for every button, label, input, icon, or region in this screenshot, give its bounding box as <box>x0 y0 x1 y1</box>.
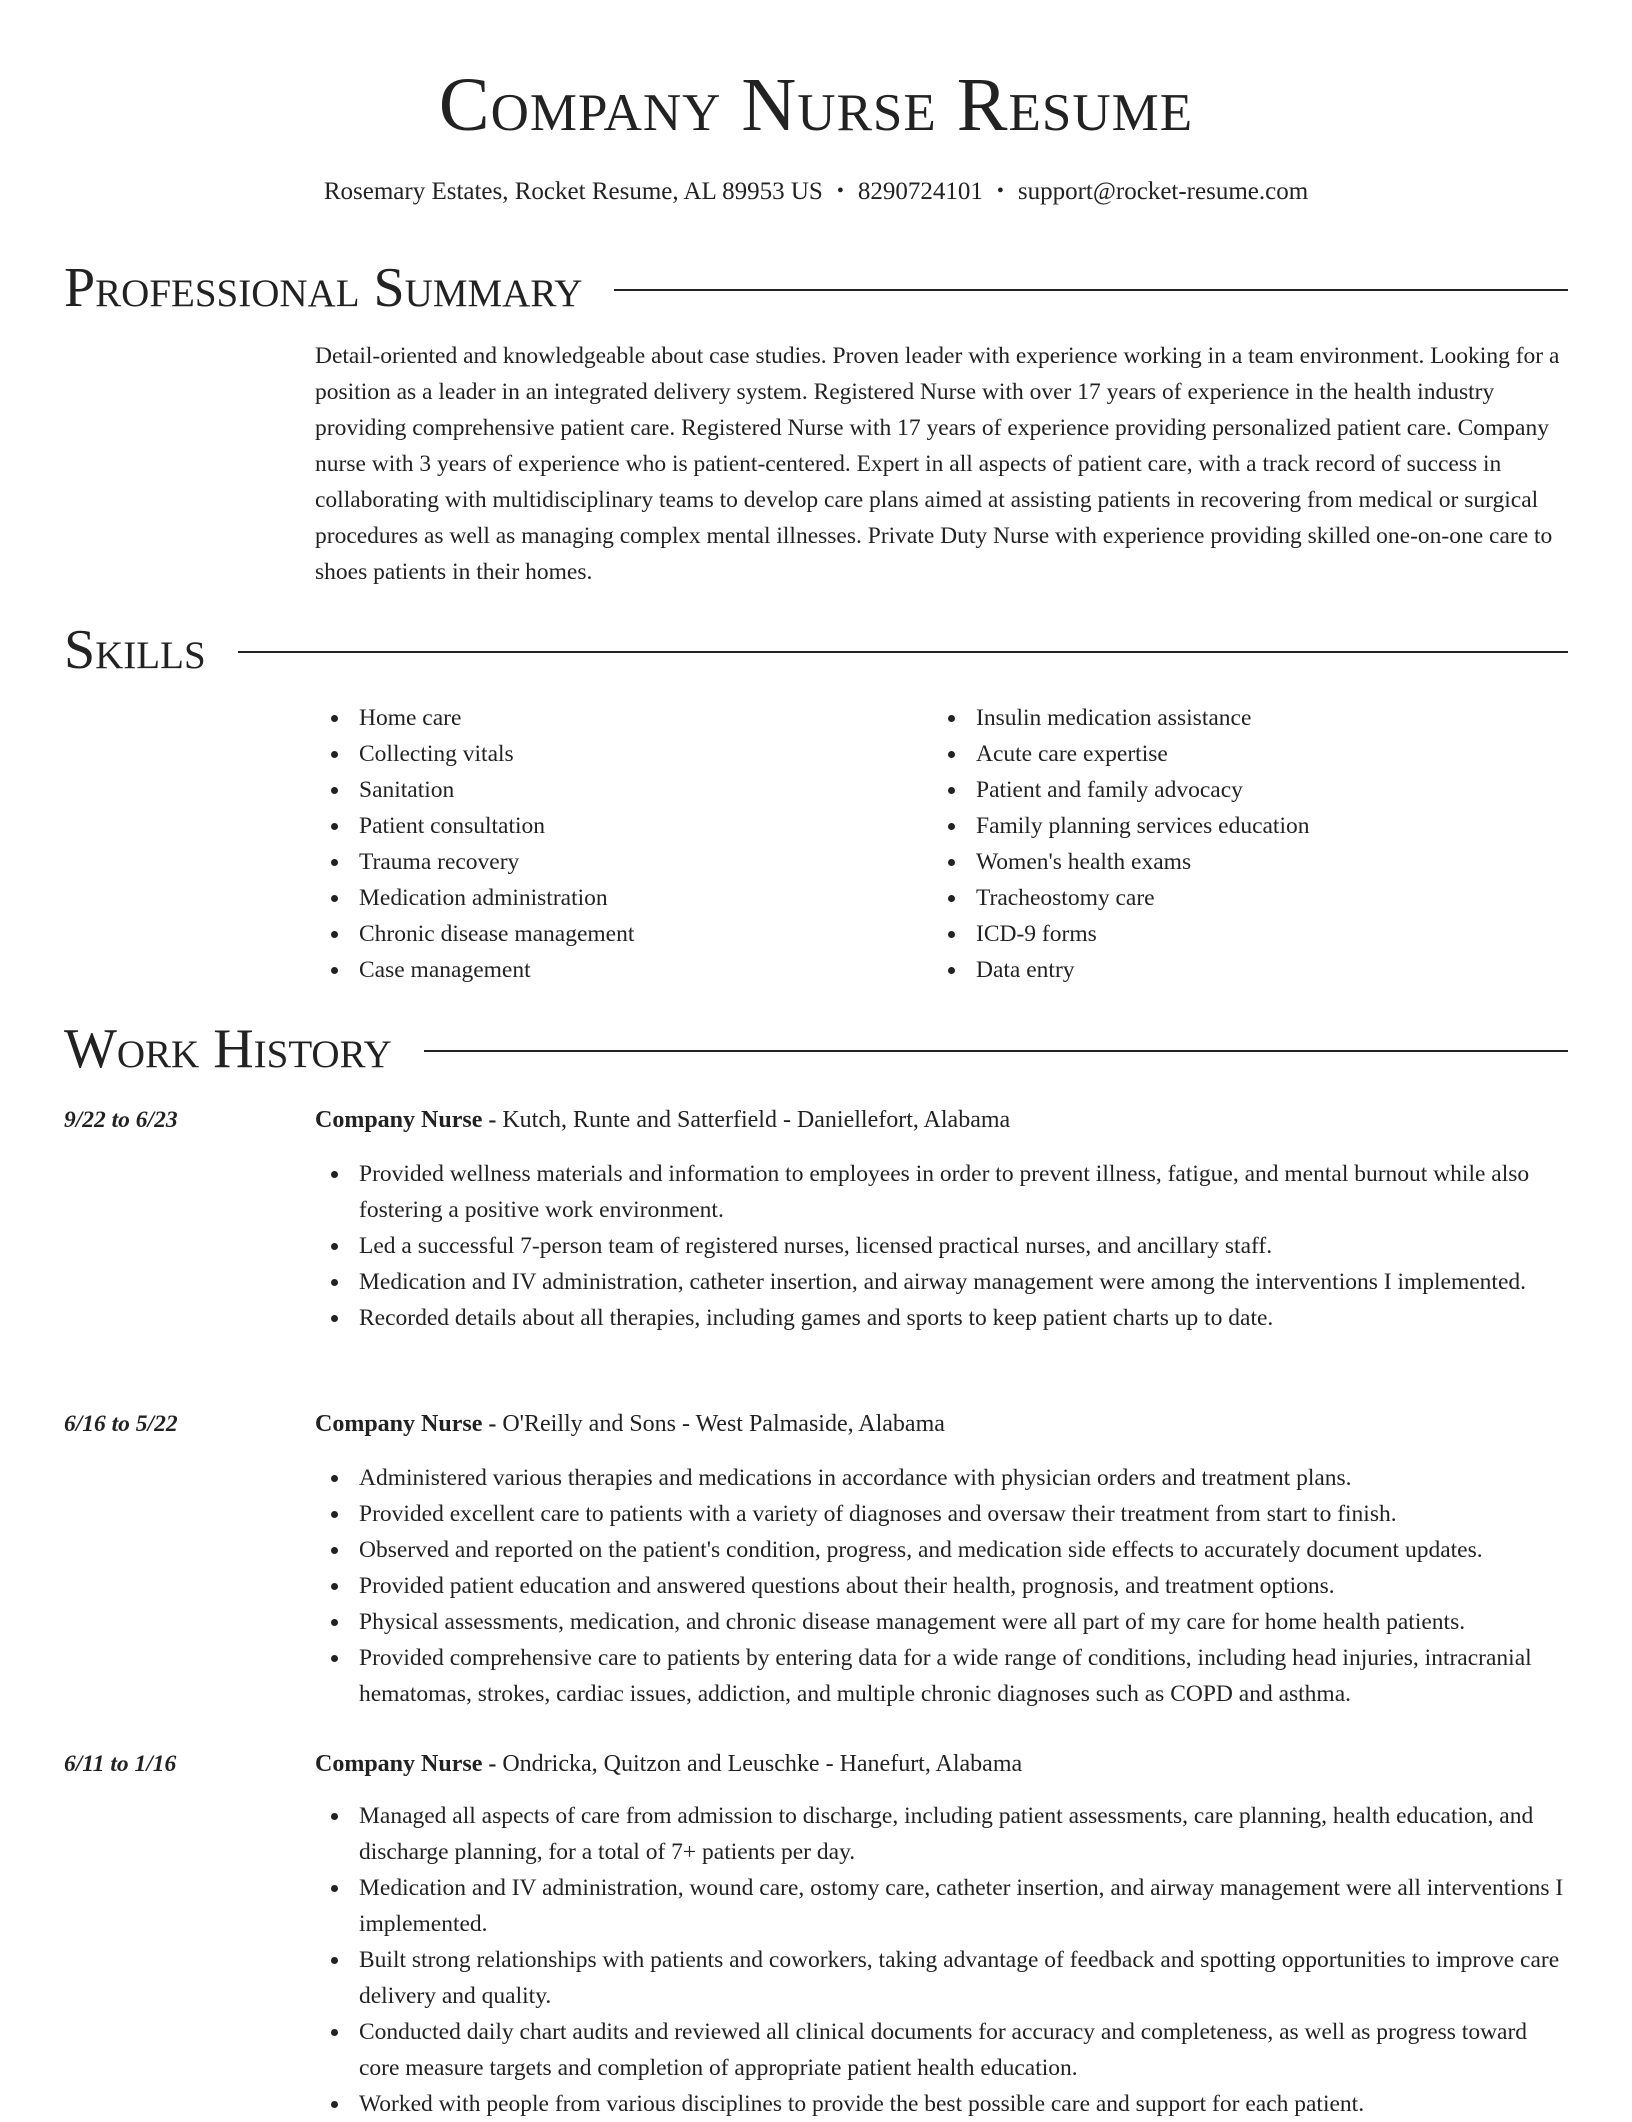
summary-section-header <box>64 256 1568 320</box>
job-bullet: Led a successful 7-person team of registered nurses, licensed practical nurses, and ancillary staff. <box>315 1228 1572 1264</box>
job-title: Company Nurse <box>315 1107 483 1133</box>
skill-item: Home care <box>315 700 915 736</box>
work-heading: Work History <box>64 1018 392 1080</box>
job-dash: - <box>482 1411 503 1437</box>
job-bullet: Built strong relationships with patients and coworkers, taking advantage of feedback and spotting opportunities to improve care delivery and quality. <box>315 1942 1572 2014</box>
skill-item: ICD-9 forms <box>932 916 1532 952</box>
job-bullet: Recorded details about all therapies, including games and sports to keep patient charts up to date. <box>315 1300 1572 1336</box>
contact-line <box>0 174 1632 209</box>
job-duties <box>315 1798 1572 2122</box>
skill-item: Medication administration <box>315 880 915 916</box>
skill-item: Chronic disease management <box>315 916 915 952</box>
skill-item: Data entry <box>932 952 1532 988</box>
job-bullet: Managed all aspects of care from admission to discharge, including patient assessments, care planning, health education, and discharge planning, for a total of 7+ patients per day. <box>315 1798 1572 1870</box>
job-duties <box>315 1460 1572 1712</box>
job-dates: 6/11 to 1/16 <box>64 1751 177 1777</box>
skills-list-right <box>932 700 1532 988</box>
work-section-header <box>64 1017 1568 1081</box>
job-bullet: Medication and IV administration, wound care, ostomy care, catheter insertion, and airway management were all interventions I implemented. <box>315 1870 1572 1942</box>
job-title: Company Nurse <box>315 1751 483 1777</box>
job-bullet: Provided patient education and answered questions about their health, prognosis, and treatment options. <box>315 1568 1572 1604</box>
section-divider <box>614 289 1568 291</box>
skill-item: Acute care expertise <box>932 736 1532 772</box>
job-title: Company Nurse <box>315 1411 483 1437</box>
contact-email: support@rocket-resume.com <box>1017 178 1309 205</box>
job-heading <box>315 1746 1568 1782</box>
skill-item: Patient and family advocacy <box>932 772 1532 808</box>
job-dash: - <box>482 1107 503 1133</box>
section-divider <box>424 1050 1568 1052</box>
skills-heading: Skills <box>64 619 206 681</box>
skill-item: Patient consultation <box>315 808 915 844</box>
job-bullet: Provided wellness materials and information to employees in order to prevent illness, fatigue, and mental burnout while also fostering a positive work environment. <box>315 1156 1572 1228</box>
job-bullet: Conducted daily chart audits and reviewed all clinical documents for accuracy and completeness, as well as progress toward core measure targets and completion of appropriate patient health education. <box>315 2014 1572 2086</box>
skill-item: Insulin medication assistance <box>932 700 1532 736</box>
job-employer: Ondricka, Quitzon and Leuschke - Hanefurt, Alabama <box>502 1751 1023 1777</box>
job-bullet: Worked with people from various disciplines to provide the best possible care and support for each patient. <box>315 2086 1572 2122</box>
job-dates: 6/16 to 5/22 <box>64 1411 178 1437</box>
job-dash: - <box>482 1751 503 1777</box>
contact-address: Rosemary Estates, Rocket Resume, AL 89953 US <box>323 178 823 205</box>
skill-item: Family planning services education <box>932 808 1532 844</box>
job-bullet: Provided comprehensive care to patients by entering data for a wide range of conditions, including head injuries, intracranial hematomas, strokes, cardiac issues, addiction, and multiple chronic diagnoses such as COPD and asthma. <box>315 1640 1572 1712</box>
summary-text: Detail-oriented and knowledgeable about case studies. Proven leader with experience working in a team environment. Looking for a position as a leader in an integrated delivery system. Registered Nurse with over 17 years of experience in the health industry providing comprehensive patient care. Registered Nurse with 17 years of experience providing personalized patient care. Company nurse with 3 years of experience who is patient-centered. Expert in all aspects of patient care, with a track record of success in collaborating with multidisciplinary teams to develop care plans aimed at assisting patients in recovering from medical or surgical procedures as well as managing complex mental illnesses. Private Duty Nurse with experience providing skilled one-on-one care to shoes patients in their homes. <box>315 343 1560 585</box>
job-duties <box>315 1156 1572 1336</box>
skill-item: Tracheostomy care <box>932 880 1532 916</box>
skills-section-header <box>64 618 1568 682</box>
job-heading <box>315 1102 1568 1138</box>
job-bullet: Medication and IV administration, catheter insertion, and airway management were among the interventions I implemented. <box>315 1264 1572 1300</box>
skill-item: Women's health exams <box>932 844 1532 880</box>
contact-separator: • <box>996 180 1004 202</box>
resume-title: Company Nurse Resume <box>438 63 1194 147</box>
skill-item: Trauma recovery <box>315 844 915 880</box>
skills-list-left <box>315 700 915 988</box>
job-bullet: Observed and reported on the patient's condition, progress, and medication side effects to accurately document updates. <box>315 1532 1572 1568</box>
job-bullet: Physical assessments, medication, and chronic disease management were all part of my care for home health patients. <box>315 1604 1572 1640</box>
skill-item: Case management <box>315 952 915 988</box>
contact-phone: 8290724101 <box>857 178 983 205</box>
section-divider <box>238 651 1568 653</box>
job-dates: 9/22 to 6/23 <box>64 1107 178 1133</box>
job-bullet: Administered various therapies and medications in accordance with physician orders and treatment plans. <box>315 1460 1572 1496</box>
skill-item: Collecting vitals <box>315 736 915 772</box>
job-bullet: Provided excellent care to patients with a variety of diagnoses and oversaw their treatment from start to finish. <box>315 1496 1572 1532</box>
job-heading <box>315 1406 1568 1442</box>
skill-item: Sanitation <box>315 772 915 808</box>
job-employer: O'Reilly and Sons - West Palmaside, Alabama <box>502 1411 945 1437</box>
summary-heading: Professional Summary <box>64 257 583 319</box>
job-employer: Kutch, Runte and Satterfield - Daniellefort, Alabama <box>502 1107 1011 1133</box>
contact-separator: • <box>836 180 844 202</box>
